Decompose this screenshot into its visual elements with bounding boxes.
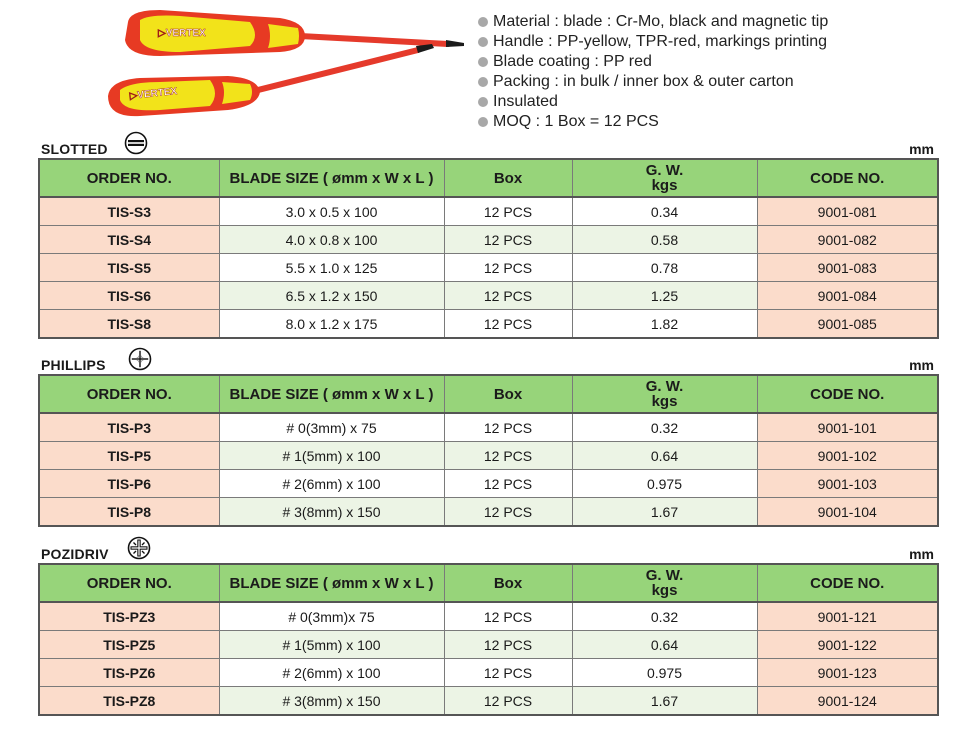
weight-cell: 1.25 [572, 282, 757, 310]
section-title: SLOTTED [41, 141, 108, 157]
order-no-cell: TIS-PZ3 [39, 602, 219, 631]
code-cell: 9001-101 [757, 413, 938, 442]
code-cell: 9001-083 [757, 254, 938, 282]
spec-text: Blade coating : PP red [493, 53, 652, 70]
weight-cell: 1.67 [572, 498, 757, 527]
box-cell: 12 PCS [444, 310, 572, 339]
gw-label: G. W. [645, 162, 684, 179]
col-box: Box [444, 375, 572, 413]
col-gross-weight [572, 159, 757, 197]
code-cell: 9001-121 [757, 602, 938, 631]
gw-label: G. W. [645, 378, 684, 395]
weight-cell: 0.32 [572, 602, 757, 631]
col-box: Box [444, 564, 572, 602]
order-no-cell: TIS-S6 [39, 282, 219, 310]
code-cell: 9001-104 [757, 498, 938, 527]
gw-label: G. W. [645, 567, 684, 584]
code-cell: 9001-102 [757, 442, 938, 470]
code-cell: 9001-124 [757, 687, 938, 716]
table-row [39, 310, 938, 339]
spec-item [478, 92, 828, 112]
table-header-row [39, 564, 938, 602]
table-row [39, 470, 938, 498]
blade-size-cell: # 3(8mm) x 150 [219, 498, 444, 527]
gw-unit: kgs [651, 393, 678, 410]
blade-size-cell: # 0(3mm)x 75 [219, 602, 444, 631]
pozidriv-tip-icon [127, 536, 151, 560]
order-no-cell: TIS-S8 [39, 310, 219, 339]
weight-cell: 0.975 [572, 659, 757, 687]
col-code-no: CODE NO. [757, 564, 938, 602]
code-cell: 9001-123 [757, 659, 938, 687]
weight-cell: 0.78 [572, 254, 757, 282]
code-cell: 9001-081 [757, 197, 938, 226]
pozidriv-section [38, 541, 937, 716]
weight-cell: 0.64 [572, 631, 757, 659]
table-header-row [39, 375, 938, 413]
table-header-row [39, 159, 938, 197]
table-row [39, 282, 938, 310]
box-cell: 12 PCS [444, 659, 572, 687]
unit-label: mm [909, 546, 934, 562]
box-cell: 12 PCS [444, 470, 572, 498]
spec-item [478, 32, 828, 52]
brand-logo: ▷VERTEX [158, 28, 206, 39]
order-no-cell: TIS-S4 [39, 226, 219, 254]
unit-label: mm [909, 357, 934, 373]
col-blade-size: BLADE SIZE ( ømm x W x L ) [219, 564, 444, 602]
col-gross-weight [572, 564, 757, 602]
spec-item [478, 112, 828, 132]
section-title: PHILLIPS [41, 357, 106, 373]
weight-cell: 0.64 [572, 442, 757, 470]
weight-cell: 0.58 [572, 226, 757, 254]
bullet-icon [478, 17, 488, 27]
bullet-icon [478, 57, 488, 67]
spec-item [478, 72, 828, 92]
box-cell: 12 PCS [444, 282, 572, 310]
order-no-cell: TIS-PZ8 [39, 687, 219, 716]
box-cell: 12 PCS [444, 254, 572, 282]
col-code-no: CODE NO. [757, 159, 938, 197]
blade-size-cell: 6.5 x 1.2 x 150 [219, 282, 444, 310]
phillips-tip-icon [128, 347, 152, 371]
col-blade-size: BLADE SIZE ( ømm x W x L ) [219, 375, 444, 413]
spec-item [478, 12, 828, 32]
code-cell: 9001-085 [757, 310, 938, 339]
bullet-icon [478, 37, 488, 47]
table-row [39, 498, 938, 527]
order-no-cell: TIS-P3 [39, 413, 219, 442]
order-no-cell: TIS-S3 [39, 197, 219, 226]
box-cell: 12 PCS [444, 602, 572, 631]
spec-item [478, 52, 828, 72]
col-order-no: ORDER NO. [39, 375, 219, 413]
col-code-no: CODE NO. [757, 375, 938, 413]
spec-text: Insulated [493, 93, 558, 110]
box-cell: 12 PCS [444, 631, 572, 659]
order-no-cell: TIS-PZ5 [39, 631, 219, 659]
bullet-icon [478, 117, 488, 127]
phillips-section [38, 352, 937, 527]
table-row [39, 659, 938, 687]
table-row [39, 413, 938, 442]
section-header [38, 136, 937, 158]
gw-unit: kgs [651, 177, 678, 194]
table-row [39, 631, 938, 659]
spec-text: Material : blade : Cr-Mo, black and magnetic tip [493, 13, 829, 30]
blade-size-cell: # 2(6mm) x 100 [219, 470, 444, 498]
col-box: Box [444, 159, 572, 197]
col-gross-weight [572, 375, 757, 413]
order-no-cell: TIS-S5 [39, 254, 219, 282]
order-no-cell: TIS-P8 [39, 498, 219, 527]
weight-cell: 0.34 [572, 197, 757, 226]
blade-size-cell: # 2(6mm) x 100 [219, 659, 444, 687]
screwdriver-product-image [100, 0, 480, 140]
blade-size-cell: # 1(5mm) x 100 [219, 631, 444, 659]
order-no-cell: TIS-P5 [39, 442, 219, 470]
blade-size-cell: # 0(3mm) x 75 [219, 413, 444, 442]
weight-cell: 1.67 [572, 687, 757, 716]
spec-text: MOQ : 1 Box = 12 PCS [493, 113, 659, 130]
slotted-tip-icon [124, 131, 148, 155]
phillips-table [38, 374, 939, 527]
col-blade-size: BLADE SIZE ( ømm x W x L ) [219, 159, 444, 197]
blade-size-cell: 4.0 x 0.8 x 100 [219, 226, 444, 254]
table-row [39, 226, 938, 254]
box-cell: 12 PCS [444, 442, 572, 470]
gw-unit: kgs [651, 582, 678, 599]
box-cell: 12 PCS [444, 197, 572, 226]
col-order-no: ORDER NO. [39, 564, 219, 602]
weight-cell: 1.82 [572, 310, 757, 339]
box-cell: 12 PCS [444, 226, 572, 254]
order-no-cell: TIS-PZ6 [39, 659, 219, 687]
col-order-no: ORDER NO. [39, 159, 219, 197]
section-header [38, 541, 937, 563]
blade-size-cell: 8.0 x 1.2 x 175 [219, 310, 444, 339]
blade-size-cell: # 1(5mm) x 100 [219, 442, 444, 470]
table-row [39, 442, 938, 470]
code-cell: 9001-122 [757, 631, 938, 659]
table-row [39, 254, 938, 282]
table-row [39, 602, 938, 631]
unit-label: mm [909, 141, 934, 157]
table-row [39, 687, 938, 716]
box-cell: 12 PCS [444, 498, 572, 527]
blade-size-cell: 5.5 x 1.0 x 125 [219, 254, 444, 282]
section-title: POZIDRIV [41, 546, 109, 562]
blade-size-cell: 3.0 x 0.5 x 100 [219, 197, 444, 226]
code-cell: 9001-103 [757, 470, 938, 498]
code-cell: 9001-084 [757, 282, 938, 310]
spec-text: Handle : PP-yellow, TPR-red, markings printing [493, 33, 828, 50]
weight-cell: 0.32 [572, 413, 757, 442]
blade-size-cell: # 3(8mm) x 150 [219, 687, 444, 716]
spec-list [478, 12, 828, 132]
weight-cell: 0.975 [572, 470, 757, 498]
spec-text: Packing : in bulk / inner box & outer carton [493, 73, 794, 90]
box-cell: 12 PCS [444, 413, 572, 442]
code-cell: 9001-082 [757, 226, 938, 254]
slotted-table [38, 158, 939, 339]
section-header [38, 352, 937, 374]
pozidriv-table [38, 563, 939, 716]
slotted-section [38, 136, 937, 339]
bullet-icon [478, 97, 488, 107]
order-no-cell: TIS-P6 [39, 470, 219, 498]
table-row [39, 197, 938, 226]
bullet-icon [478, 77, 488, 87]
brand-logo: ▷VERTEX [129, 86, 178, 102]
box-cell: 12 PCS [444, 687, 572, 716]
